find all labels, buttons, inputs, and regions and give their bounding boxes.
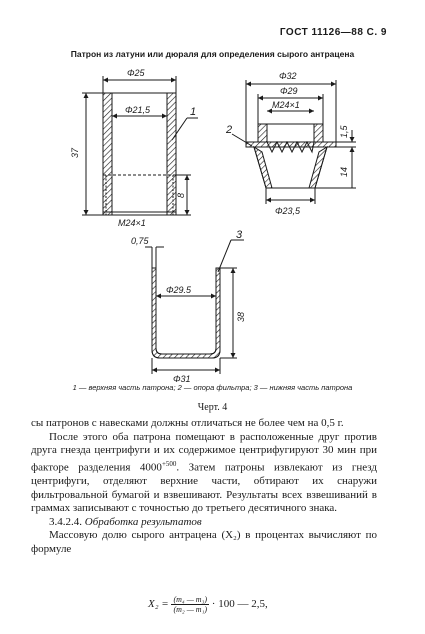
- part1-thread: М24×1: [118, 218, 146, 228]
- figure-number: Черт. 4: [197, 402, 228, 413]
- part3-drawing: [145, 240, 244, 374]
- body-text: [31, 417, 377, 557]
- formula-rhs: · 100 — 2,5,: [211, 598, 268, 611]
- formula-fraction: [171, 595, 209, 614]
- part3-height: 38: [236, 311, 246, 322]
- figure-caption: 1 — верхняя часть патрона; 2 — опора фильтра; 3 — нижняя часть патрона: [72, 383, 353, 392]
- part2-drawing: [232, 80, 356, 204]
- subsection-heading: [31, 516, 377, 530]
- formula-numerator: (m₄ — m₃): [173, 595, 208, 604]
- part1-inner-diameter: Φ21,5: [125, 105, 151, 115]
- subsection-title: Обработка результатов: [84, 515, 202, 528]
- formula: [148, 595, 268, 614]
- paragraph-2-superscript: +500: [161, 459, 177, 468]
- callout-2: 2: [226, 124, 233, 136]
- part1-outer-diameter: Φ25: [127, 68, 145, 78]
- part3-wall-thickness: 0,75: [131, 236, 149, 246]
- formula-denominator: (m₂ — m₁): [173, 605, 208, 614]
- paragraph-2: [31, 431, 377, 516]
- paragraph-1: сы патронов с навесками должны отличаться не более чем на 0,5 г.: [31, 417, 344, 429]
- callout-1: 1: [190, 106, 197, 118]
- part2-body-height: 14: [339, 166, 349, 177]
- formula-lhs: X₂ =: [148, 598, 169, 611]
- part3-outer-diameter: Φ31: [173, 374, 191, 384]
- part1-thread-height: 8: [176, 192, 186, 198]
- figure-title: Патрон из латуни или дюраля для определения сырого антрацена: [70, 49, 355, 59]
- paragraph-2-text-cont: . Затем патроны извлекают из гнезд центрифуги, отделяют верхние части, обтирают их снаружи фильтровальной бумагой и взвешивают. Результаты всех взвешиваний в граммах записывают с точностью до третьего десятичного знака.: [31, 461, 377, 515]
- part2-thread: М24×1: [272, 100, 300, 110]
- part3-inner-diameter: Φ29.5: [166, 285, 192, 295]
- paragraph-2-text: После этого оба патрона помещают в расположенные друг против друга гнезда центрифуги и их содержимое центрифугируют 30 мин при факторе разделения 4000: [31, 430, 377, 474]
- part2-top-diameter: Φ32: [279, 71, 297, 81]
- part1-height: 37: [70, 147, 80, 158]
- part2-bottom-diameter: Φ23,5: [275, 206, 301, 216]
- part2-mid-diameter: Φ29: [280, 86, 298, 96]
- paragraph-3: Массовую долю сырого антрацена (X₂) в процентах вычисляют по формуле: [31, 529, 377, 555]
- page-header: ГОСТ 11126—88 С. 9: [279, 27, 387, 38]
- part2-rim-height: 1,5: [339, 125, 349, 138]
- subsection-number: 3.4.2.4.: [49, 515, 82, 528]
- callout-3: 3: [236, 229, 243, 241]
